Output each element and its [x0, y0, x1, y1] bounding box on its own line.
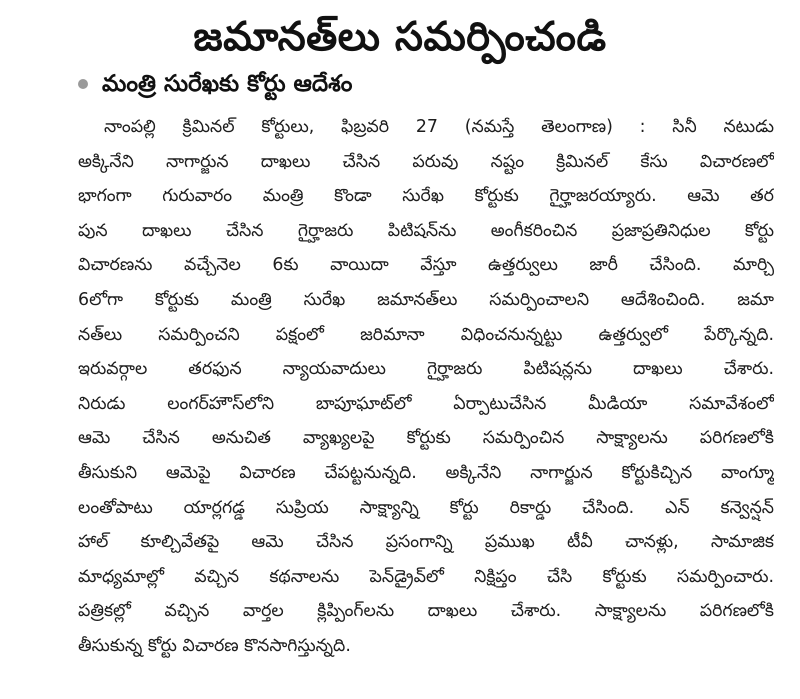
bullet-icon	[78, 79, 88, 89]
body-line: మాధ్యమాల్లో వచ్చిన కథనాలను పెన్‌డ్రైవ్‌లో నిక్షిప్తం చేసి కోర్టుకు సమర్పించారు.	[78, 566, 774, 587]
body-line: విచారణను వచ్చేనెల 6కు వాయిదా వేస్తూ ఉత్తర్వులు జారీ చేసింది. మార్చి	[78, 255, 774, 276]
body-line: 6లోగా కోర్టుకు మంత్రి సురేఖ జమానత్‌లు సమర్పించాలని ఆదేశించింది. జమా	[78, 289, 774, 310]
body-line: ఆమె చేసిన అనుచిత వ్యాఖ్యలపై కోర్టుకు సమర్పించిన సాక్ష్యాలను పరిగణలోకి	[78, 428, 774, 449]
body-line: అక్కినేని నాగార్జున దాఖలు చేసిన పరువు నష్టం క్రిమినల్‌ కేసు విచారణలో	[78, 151, 774, 172]
body-line: లంతోపాటు యార్లగడ్డ సుప్రియ సాక్ష్యాన్ని కోర్టు రికార్డు చేసింది. ఎన్‌ కన్వెన్షన్‌	[78, 497, 774, 518]
subheadline-row	[78, 66, 352, 102]
body-line: పున దాఖలు చేసిన గైర్హాజరు పిటిషన్‌ను అంగీకరించిన ప్రజాప్రతినిధుల కోర్టు	[78, 220, 774, 241]
body-line: ఇరువర్గాల తరఫున న్యాయవాదులు గైర్హాజరు పిటిషన్లను దాఖలు చేశారు.	[78, 359, 774, 380]
headline: జమానత్‌లు సమర్పించండి	[193, 14, 607, 60]
body-line: నిరుడు లంగర్‌హౌస్‌లోని బాపూఘాట్‌లో ఏర్పాటుచేసిన మీడియా సమావేశంలో	[78, 393, 774, 414]
body-line: తీసుకున్న కోర్టు విచారణ కొనసాగిస్తున్నది.	[78, 635, 351, 656]
article-body	[78, 110, 774, 664]
body-line: నాంపల్లి క్రిమినల్‌ కోర్టులు, ఫిబ్రవరి 27 (నమస్తే తెలంగాణ) : సినీ నటుడు	[104, 117, 774, 137]
body-line: తీసుకుని ఆమెపై విచారణ చేపట్టనున్నది. అక్కినేని నాగార్జున కోర్టుకిచ్చిన వాంగ్మూ	[78, 462, 774, 483]
body-line: హాల్‌ కూల్చివేతపై ఆమె చేసిన ప్రసంగాన్ని ప్రముఖ టీవీ చానళ్లు, సామాజిక	[78, 532, 774, 553]
body-line: పత్రికల్లో వచ్చిన వార్తల క్లిప్పింగ్‌లను దాఖలు చేశారు. సాక్ష్యాలను పరిగణలోకి	[78, 601, 774, 622]
body-line: నత్‌లు సమర్పించని పక్షంలో జరిమానా విధించనున్నట్టు ఉత్తర్వులో పేర్కొన్నది.	[78, 324, 774, 345]
subheadline: మంత్రి సురేఖకు కోర్టు ఆదేశం	[102, 71, 353, 97]
body-line: భాగంగా గురువారం మంత్రి కొండా సురేఖ కోర్టుకు గైర్హాజరయ్యారు. ఆమె తర	[78, 186, 774, 207]
